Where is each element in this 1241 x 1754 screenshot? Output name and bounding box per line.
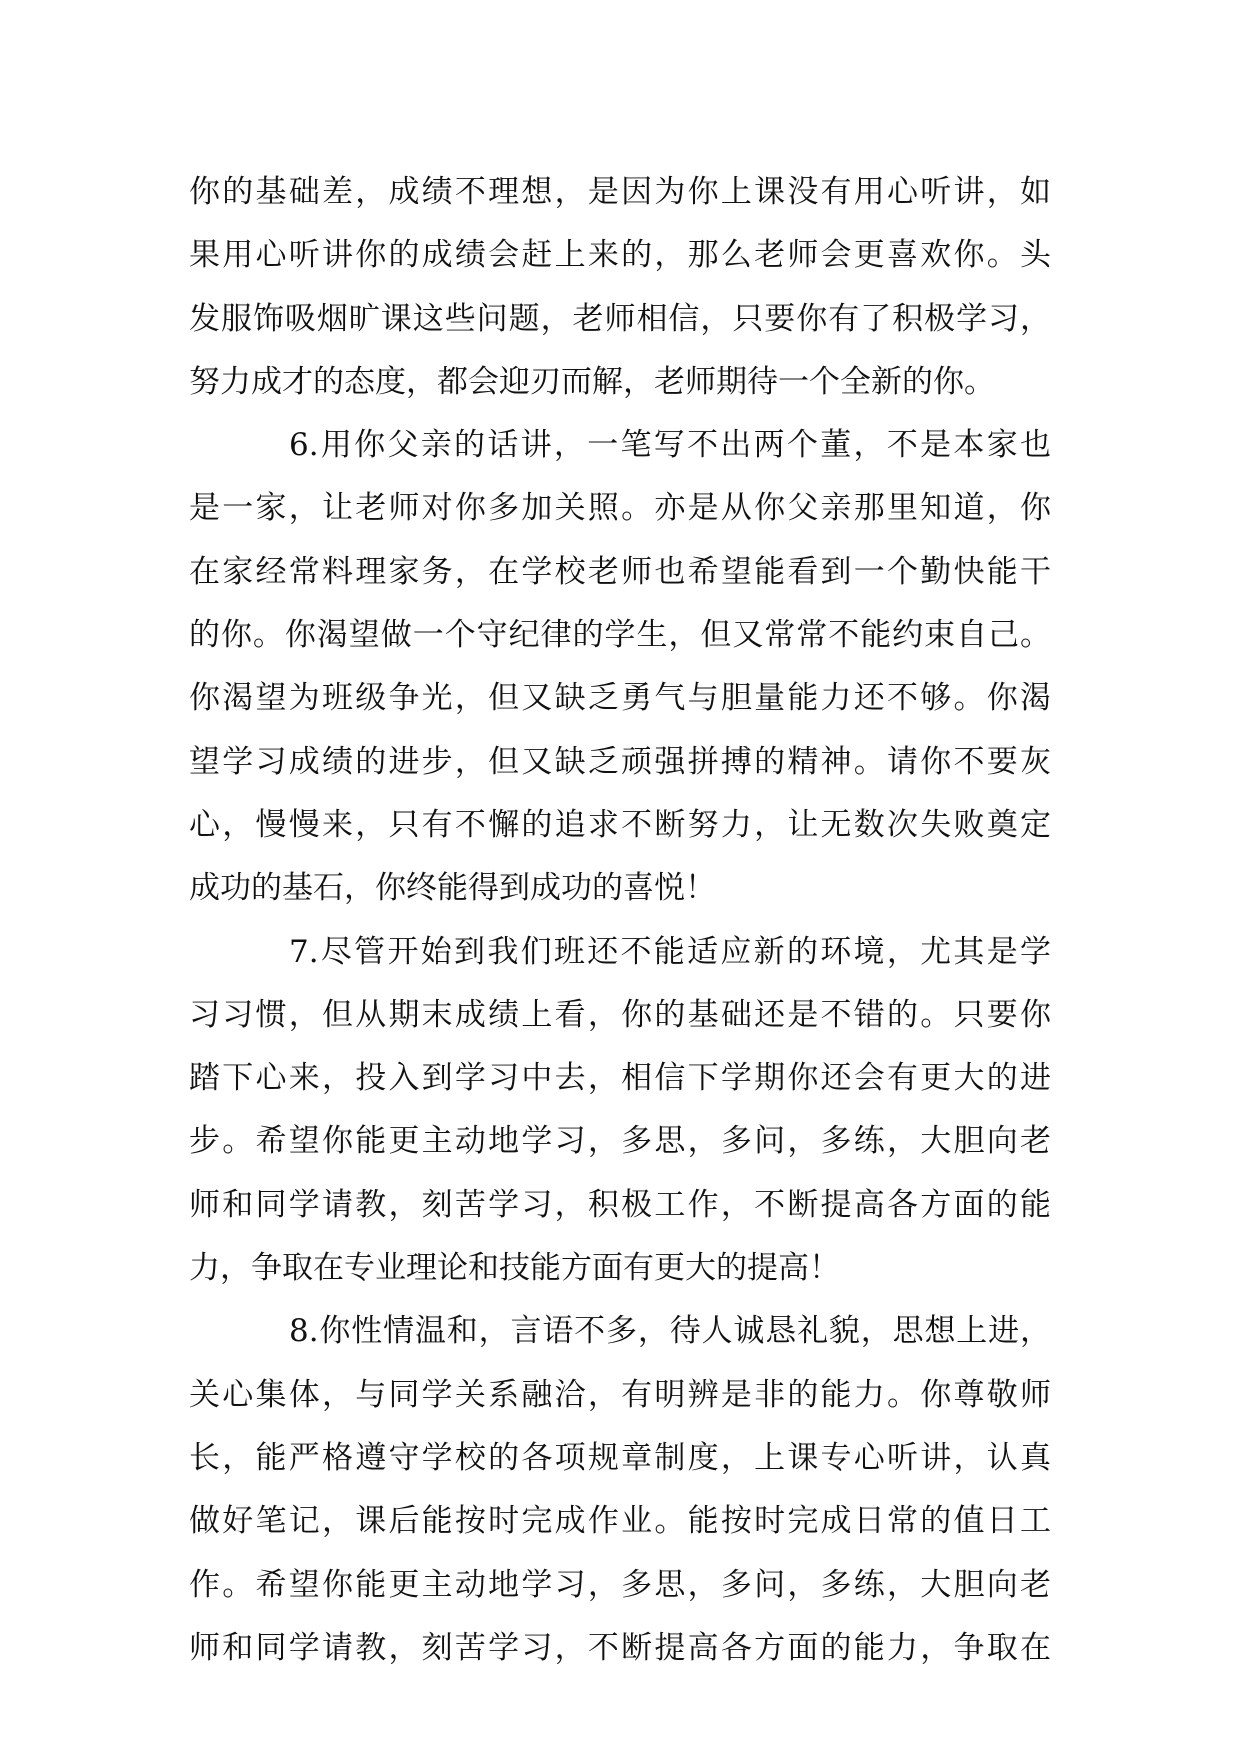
text-line: 在家经常料理家务，在学校老师也希望能看到一个勤快能干 [189,553,1051,590]
paragraph-6-first-line: 6.用你父亲的话讲，一笔写不出两个董，不是本家也 [289,427,1051,464]
text-line: 是一家，让老师对你多加关照。亦是从你父亲那里知道，你 [189,490,1051,527]
text-line: 成功的基石，你终能得到成功的喜悦！ [189,870,716,907]
text-line: 师和同学请教，刻苦学习，不断提高各方面的能力，争取在 [189,1629,1051,1666]
text-line: 做好笔记，课后能按时完成作业。能按时完成日常的值日工 [189,1503,1051,1540]
text-line: 果用心听讲你的成绩会赶上来的，那么老师会更喜欢你。头 [189,237,1051,274]
text-line: 作。希望你能更主动地学习，多思，多问，多练，大胆向老 [189,1566,1051,1603]
text-line: 的你。你渴望做一个守纪律的学生，但又常常不能约束自己。 [189,617,1051,654]
paragraph-8-first-line: 8.你性情温和，言语不多，待人诚恳礼貌，思想上进， [289,1313,1051,1350]
text-line: 长，能严格遵守学校的各项规章制度，上课专心听讲，认真 [189,1439,1051,1476]
body-text [189,161,1051,1680]
text-line: 心，慢慢来，只有不懈的追求不断努力，让无数次失败奠定 [189,806,1051,843]
text-line: 望学习成绩的进步，但又缺乏顽强拼搏的精神。请你不要灰 [189,743,1051,780]
text-line: 习习惯，但从期末成绩上看，你的基础还是不错的。只要你 [189,996,1051,1033]
text-line: 努力成才的态度，都会迎刃而解，老师期待一个全新的你。 [189,363,995,400]
text-line: 你渴望为班级争光，但又缺乏勇气与胆量能力还不够。你渴 [189,680,1051,717]
text-line: 踏下心来，投入到学习中去，相信下学期你还会有更大的进 [189,1060,1051,1097]
text-line: 师和同学请教，刻苦学习，积极工作，不断提高各方面的能 [189,1186,1051,1223]
paragraph-7-first-line: 7.尽管开始到我们班还不能适应新的环境，尤其是学 [289,933,1051,970]
text-line: 发服饰吸烟旷课这些问题，老师相信，只要你有了积极学习， [189,300,1051,337]
text-line: 关心集体，与同学关系融洽，有明辨是非的能力。你尊敬师 [189,1376,1051,1413]
text-line: 步。希望你能更主动地学习，多思，多问，多练，大胆向老 [189,1123,1051,1160]
text-line: 力，争取在专业理论和技能方面有更大的提高！ [189,1250,840,1287]
text-line: 你的基础差，成绩不理想，是因为你上课没有用心听讲，如 [189,174,1051,210]
